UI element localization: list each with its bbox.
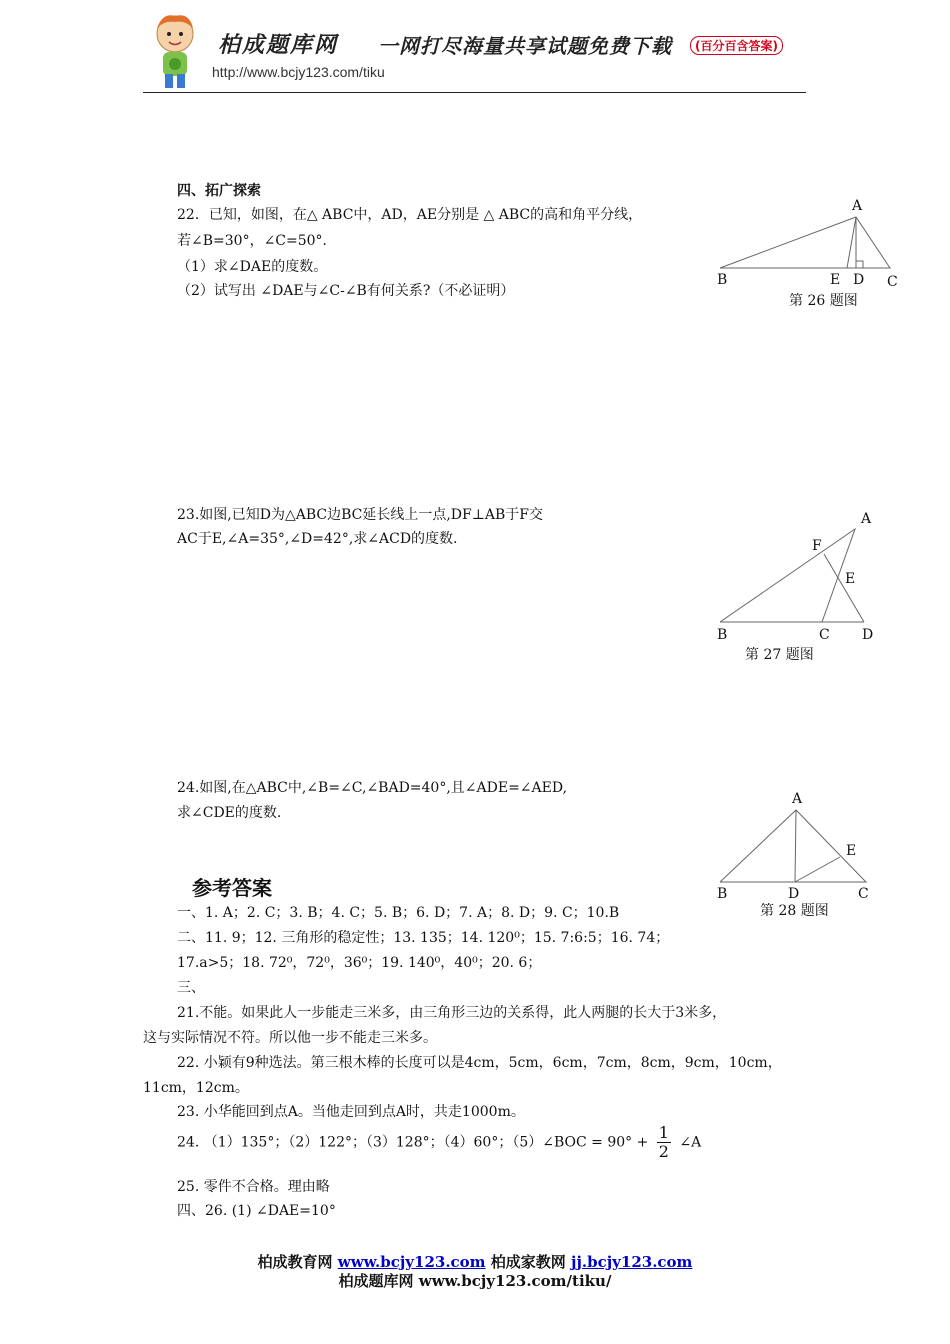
site-url[interactable]: http://www.bcjy123.com/tiku — [212, 64, 385, 80]
answers-line3: 17.a>5；18. 72⁰，72⁰，36⁰；19. 140⁰，40⁰；20. 6； — [177, 955, 542, 971]
fig28-line-ad — [795, 810, 796, 882]
q23-line1: 23.如图,已知D为△ABC边BC延长线上一点,DF⊥AB于F交 — [177, 507, 544, 523]
fig26-right-angle — [856, 261, 863, 268]
answer-21-line2: 这与实际情况不符。所以他一步不能走三米多。 — [143, 1030, 437, 1046]
answer-25: 25. 零件不合格。理由略 — [177, 1179, 330, 1195]
fig27-caption: 第 27 题图 — [745, 647, 814, 663]
q24-line2: 求∠CDE的度数. — [177, 805, 282, 821]
answers-title: 参考答案 — [192, 876, 272, 900]
answers-line2: 二、11. 9；12. 三角形的稳定性；13. 135；14. 120⁰；15. 7:6:5；16. 74； — [177, 930, 670, 946]
fig27-label-e: E — [845, 571, 856, 587]
figure-28 — [700, 790, 910, 890]
fig27-label-b: B — [717, 627, 728, 643]
footer-line1 — [0, 1251, 950, 1272]
fig26-triangle — [720, 217, 890, 268]
footer-tiku-link[interactable]: www.bcjy123.com/tiku/ — [418, 1272, 612, 1290]
fig26-caption: 第 26 题图 — [789, 293, 858, 309]
answer-24-text: 24. （1）135°；（2）122°；（3）128°；（4）60°；（5）∠BOC = 90° + — [177, 1134, 649, 1151]
fig26-label-d: D — [853, 272, 865, 288]
q23-line2: AC于E,∠A=35°,∠D=42°,求∠ACD的度数. — [177, 531, 458, 547]
q22-line1: 22．已知，如图，在△ ABC中，AD，AE分别是 △ ABC的高和角平分线， — [177, 207, 643, 223]
answer-23: 23. 小华能回到点A。当他走回到点A时，共走1000m。 — [177, 1104, 525, 1120]
fig28-triangle — [720, 810, 866, 882]
q22-line4: （2）试写出 ∠DAE与∠C-∠B有何关系?（不必证明） — [177, 283, 515, 299]
fraction-denominator: 2 — [658, 1142, 669, 1161]
answer-24-tail: ∠A — [679, 1134, 702, 1151]
footer-home-label: 柏成家教网 — [490, 1253, 566, 1271]
fig26-label-c: C — [887, 274, 898, 290]
fig28-label-a: A — [792, 791, 803, 807]
fig26-label-e: E — [830, 272, 841, 288]
site-slogan: 一网打尽海量共享试题免费下载 — [378, 34, 672, 58]
q22-line3: （1）求∠DAE的度数。 — [177, 259, 328, 275]
answer-21-line1: 21.不能。如果此人一步能走三米多，由三角形三边的关系得，此人两腿的长大于3米多， — [177, 1005, 727, 1021]
footer-home-link[interactable]: jj.bcjy123.com — [571, 1253, 693, 1271]
fig26-bisector — [847, 217, 856, 268]
answers-line4: 三、 — [177, 980, 205, 996]
site-title: 柏成题库网 — [218, 33, 339, 58]
fig27-label-d: D — [862, 627, 874, 643]
fig28-label-d: D — [788, 886, 800, 902]
fig28-caption: 第 28 题图 — [760, 903, 829, 919]
answer-24 — [177, 1124, 701, 1161]
q24-line1: 24.如图,在△ABC中,∠B=∠C,∠BAD=40°,且∠ADE=∠AED, — [177, 780, 568, 796]
answers-line1: 一、1. A；2. C；3. B；4. C；5. B；6. D；7. A；8. D；9. C；10.B — [177, 905, 620, 921]
answer-22-line1: 22. 小颖有9种选法。第三根木棒的长度可以是4cm，5cm，6cm，7cm，8cm，9cm，10cm， — [177, 1055, 782, 1071]
answer-22-line2: 11cm，12cm。 — [143, 1080, 249, 1096]
fig28-line-de — [795, 857, 840, 882]
fig27-label-c: C — [819, 627, 830, 643]
fig26-label-a: A — [852, 198, 863, 214]
mascot-logo — [145, 10, 205, 92]
header-divider — [143, 92, 806, 93]
footer-line2 — [0, 1270, 950, 1291]
figure-27 — [700, 505, 910, 635]
footer-tiku-label: 柏成题库网 — [338, 1272, 414, 1290]
q22-line2: 若∠B=30°，∠C=50°． — [177, 233, 337, 249]
fig27-triangle — [720, 529, 855, 622]
footer-edu-label: 柏成教育网 — [257, 1253, 333, 1271]
footer-edu-link[interactable]: www.bcjy123.com — [337, 1253, 486, 1271]
fraction-numerator: 1 — [658, 1123, 669, 1142]
fig27-label-a: A — [861, 511, 872, 527]
fig26-label-b: B — [717, 272, 728, 288]
fig28-label-b: B — [717, 886, 728, 902]
answer-26: 四、26. (1) ∠DAE=10° — [177, 1203, 336, 1219]
fig27-line-df — [824, 554, 864, 622]
fig27-label-f: F — [812, 538, 822, 554]
answer-badge: (百分百含答案) — [690, 36, 783, 55]
answer-24-fraction — [657, 1124, 671, 1161]
fig28-label-e: E — [846, 843, 857, 859]
section-heading: 四、拓广探索 — [177, 183, 261, 199]
fig28-label-c: C — [858, 886, 869, 902]
